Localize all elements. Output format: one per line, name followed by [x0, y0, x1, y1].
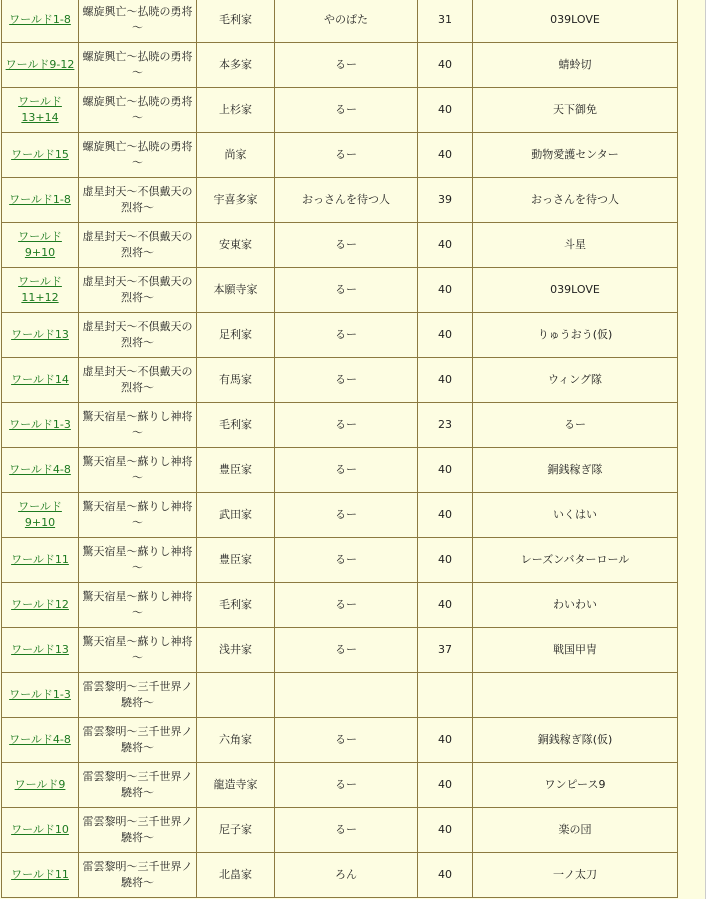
- cell-team: りゅうおう(仮): [473, 313, 678, 358]
- cell-scenario: 虚星封天～不倶戴天の烈将～: [79, 358, 197, 403]
- cell-world: [2, 763, 79, 808]
- cell-team: 銅銭稼ぎ隊(仮): [473, 718, 678, 763]
- cell-scenario: 螺旋興亡～払暁の勇将～: [79, 133, 197, 178]
- world-link[interactable]: ワールド9: [14, 778, 66, 791]
- cell-scenario: 虚星封天～不倶戴天の烈将～: [79, 223, 197, 268]
- world-link[interactable]: ワールド13: [11, 643, 69, 656]
- table-row: [2, 448, 678, 493]
- world-link[interactable]: ワールド13: [11, 328, 69, 341]
- cell-world: [2, 268, 79, 313]
- cell-world: [2, 43, 79, 88]
- cell-level: 40: [418, 43, 473, 88]
- world-link[interactable]: ワールド9+10: [18, 230, 62, 259]
- table-row: [2, 403, 678, 448]
- world-link[interactable]: ワールド1-3: [9, 418, 71, 431]
- cell-scenario: 驚天宿星～蘇りし神将～: [79, 403, 197, 448]
- cell-scenario: 驚天宿星～蘇りし神将～: [79, 628, 197, 673]
- cell-scenario: 虚星封天～不倶戴天の烈将～: [79, 268, 197, 313]
- cell-level: 40: [418, 448, 473, 493]
- cell-scenario: 雷雲黎明～三千世界ノ驍将～: [79, 853, 197, 898]
- cell-clan: 尚家: [197, 133, 275, 178]
- world-link[interactable]: ワールド1-8: [9, 193, 71, 206]
- world-link[interactable]: ワールド15: [11, 148, 69, 161]
- cell-level: 40: [418, 718, 473, 763]
- table-row: [2, 763, 678, 808]
- cell-level: 40: [418, 808, 473, 853]
- cell-player: るー: [275, 133, 418, 178]
- cell-clan: 毛利家: [197, 0, 275, 43]
- world-link[interactable]: ワールド13+14: [18, 95, 62, 124]
- cell-world: [2, 538, 79, 583]
- cell-scenario: 虚星封天～不倶戴天の烈将～: [79, 178, 197, 223]
- cell-team: 斗星: [473, 223, 678, 268]
- world-link[interactable]: ワールド10: [11, 823, 69, 836]
- cell-clan: 武田家: [197, 493, 275, 538]
- world-link[interactable]: ワールド1-3: [9, 688, 71, 701]
- table-row: [2, 88, 678, 133]
- cell-level: 40: [418, 268, 473, 313]
- cell-team: ワンピース9: [473, 763, 678, 808]
- cell-clan: 毛利家: [197, 403, 275, 448]
- cell-player: ろん: [275, 853, 418, 898]
- cell-player: るー: [275, 448, 418, 493]
- cell-world: [2, 403, 79, 448]
- cell-level: 40: [418, 133, 473, 178]
- cell-clan: 龍造寺家: [197, 763, 275, 808]
- cell-team: 楽の団: [473, 808, 678, 853]
- cell-team: 動物愛護センター: [473, 133, 678, 178]
- cell-world: [2, 223, 79, 268]
- table-row: [2, 268, 678, 313]
- cell-team: 039LOVE: [473, 268, 678, 313]
- cell-team: いくはい: [473, 493, 678, 538]
- world-link[interactable]: ワールド1-8: [9, 13, 71, 26]
- cell-team: 戦国甲冑: [473, 628, 678, 673]
- world-link[interactable]: ワールド14: [11, 373, 69, 386]
- cell-clan: 浅井家: [197, 628, 275, 673]
- history-table: [1, 0, 678, 898]
- cell-scenario: 螺旋興亡～払暁の勇将～: [79, 88, 197, 133]
- cell-clan: [197, 673, 275, 718]
- cell-world: [2, 358, 79, 403]
- table-row: [2, 0, 678, 43]
- cell-scenario: 驚天宿星～蘇りし神将～: [79, 538, 197, 583]
- cell-level: 37: [418, 628, 473, 673]
- cell-clan: 上杉家: [197, 88, 275, 133]
- cell-level: 40: [418, 88, 473, 133]
- table-row: [2, 223, 678, 268]
- world-link[interactable]: ワールド4-8: [9, 733, 71, 746]
- table-row: [2, 313, 678, 358]
- cell-player: るー: [275, 43, 418, 88]
- cell-player: おっさんを待つ人: [275, 178, 418, 223]
- cell-clan: 六角家: [197, 718, 275, 763]
- cell-clan: 足利家: [197, 313, 275, 358]
- world-link[interactable]: ワールド11: [11, 553, 69, 566]
- cell-team: 一ノ太刀: [473, 853, 678, 898]
- cell-world: [2, 718, 79, 763]
- cell-scenario: 螺旋興亡～払暁の勇将～: [79, 0, 197, 43]
- cell-scenario: 雷雲黎明～三千世界ノ驍将～: [79, 808, 197, 853]
- cell-level: 39: [418, 178, 473, 223]
- world-link[interactable]: ワールド12: [11, 598, 69, 611]
- cell-world: [2, 313, 79, 358]
- table-row: [2, 583, 678, 628]
- cell-clan: 本願寺家: [197, 268, 275, 313]
- cell-level: 40: [418, 493, 473, 538]
- world-link[interactable]: ワールド11+12: [18, 275, 62, 304]
- table-row: [2, 178, 678, 223]
- cell-level: 31: [418, 0, 473, 43]
- cell-clan: 尼子家: [197, 808, 275, 853]
- cell-world: [2, 583, 79, 628]
- cell-world: [2, 178, 79, 223]
- cell-world: [2, 853, 79, 898]
- cell-player: るー: [275, 763, 418, 808]
- cell-level: 23: [418, 403, 473, 448]
- cell-scenario: 雷雲黎明～三千世界ノ驍将～: [79, 718, 197, 763]
- table-row: [2, 133, 678, 178]
- cell-level: 40: [418, 358, 473, 403]
- cell-scenario: 螺旋興亡～払暁の勇将～: [79, 43, 197, 88]
- cell-player: [275, 673, 418, 718]
- cell-level: 40: [418, 583, 473, 628]
- cell-level: 40: [418, 763, 473, 808]
- table-row: [2, 853, 678, 898]
- world-link[interactable]: ワールド4-8: [9, 463, 71, 476]
- cell-world: [2, 493, 79, 538]
- cell-team: おっさんを待つ人: [473, 178, 678, 223]
- cell-team: レーズンバターロール: [473, 538, 678, 583]
- cell-world: [2, 0, 79, 43]
- cell-clan: 豊臣家: [197, 448, 275, 493]
- cell-level: 40: [418, 538, 473, 583]
- table-row: [2, 493, 678, 538]
- cell-scenario: 驚天宿星～蘇りし神将～: [79, 493, 197, 538]
- cell-player: るー: [275, 403, 418, 448]
- cell-player: るー: [275, 223, 418, 268]
- table-row: [2, 718, 678, 763]
- cell-world: [2, 133, 79, 178]
- cell-world: [2, 628, 79, 673]
- cell-scenario: 驚天宿星～蘇りし神将～: [79, 448, 197, 493]
- cell-level: 40: [418, 853, 473, 898]
- cell-level: 40: [418, 223, 473, 268]
- cell-player: るー: [275, 268, 418, 313]
- cell-team: 蜻蛉切: [473, 43, 678, 88]
- cell-player: るー: [275, 88, 418, 133]
- cell-team: わいわい: [473, 583, 678, 628]
- cell-level: 40: [418, 313, 473, 358]
- cell-scenario: 雷雲黎明～三千世界ノ驍将～: [79, 763, 197, 808]
- cell-player: やのぱた: [275, 0, 418, 43]
- cell-clan: 本多家: [197, 43, 275, 88]
- cell-clan: 安東家: [197, 223, 275, 268]
- cell-player: るー: [275, 358, 418, 403]
- world-link[interactable]: ワールド11: [11, 868, 69, 881]
- cell-player: るー: [275, 718, 418, 763]
- cell-scenario: 虚星封天～不倶戴天の烈将～: [79, 313, 197, 358]
- cell-player: るー: [275, 808, 418, 853]
- cell-scenario: 驚天宿星～蘇りし神将～: [79, 583, 197, 628]
- cell-clan: 北畠家: [197, 853, 275, 898]
- cell-world: [2, 808, 79, 853]
- cell-team: [473, 673, 678, 718]
- table-row: [2, 538, 678, 583]
- cell-clan: 有馬家: [197, 358, 275, 403]
- table-row: [2, 673, 678, 718]
- cell-player: るー: [275, 493, 418, 538]
- cell-world: [2, 88, 79, 133]
- cell-world: [2, 448, 79, 493]
- cell-team: 天下御免: [473, 88, 678, 133]
- cell-clan: 宇喜多家: [197, 178, 275, 223]
- table-row: [2, 628, 678, 673]
- cell-team: るー: [473, 403, 678, 448]
- cell-clan: 毛利家: [197, 583, 275, 628]
- cell-clan: 豊臣家: [197, 538, 275, 583]
- cell-team: 039LOVE: [473, 0, 678, 43]
- table-row: [2, 808, 678, 853]
- table-row: [2, 43, 678, 88]
- cell-player: るー: [275, 628, 418, 673]
- cell-team: ウィング隊: [473, 358, 678, 403]
- world-link[interactable]: ワールド9+10: [18, 500, 62, 529]
- cell-world: [2, 673, 79, 718]
- cell-player: るー: [275, 538, 418, 583]
- cell-team: 銅銭稼ぎ隊: [473, 448, 678, 493]
- cell-scenario: 雷雲黎明～三千世界ノ驍将～: [79, 673, 197, 718]
- history-table-body: [2, 0, 678, 898]
- cell-player: るー: [275, 313, 418, 358]
- cell-player: るー: [275, 583, 418, 628]
- table-row: [2, 358, 678, 403]
- cell-level: [418, 673, 473, 718]
- world-link[interactable]: ワールド9-12: [5, 58, 75, 71]
